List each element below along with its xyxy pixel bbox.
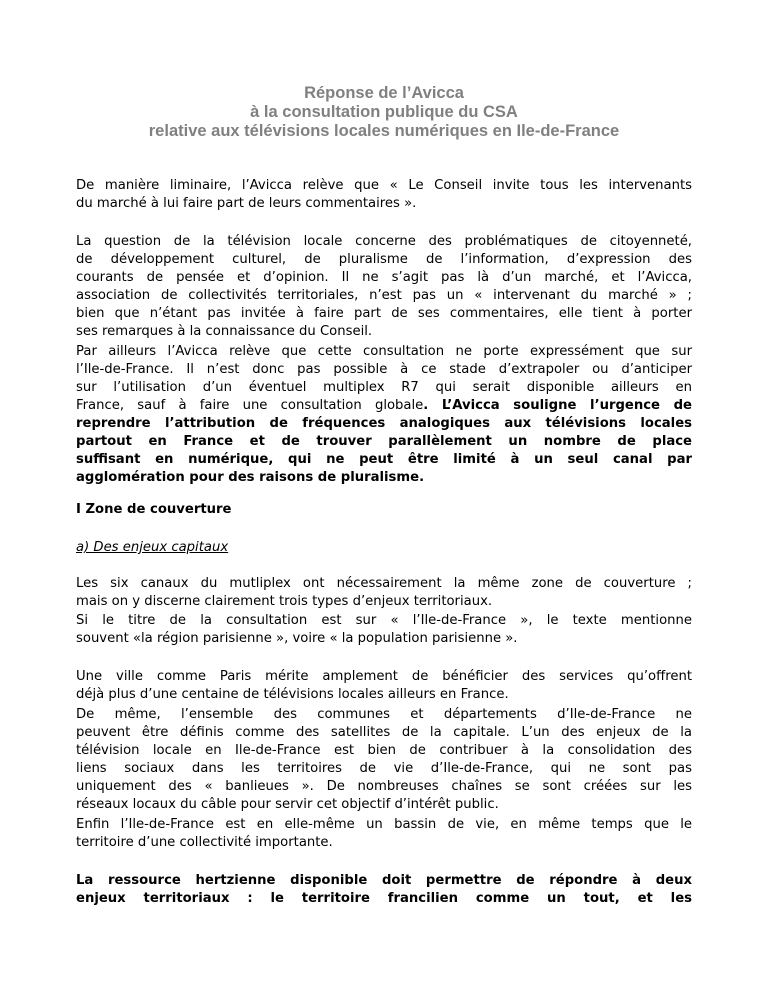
text-line: réseaux locaux du câble pour servir cet objectif d’intérêt public. <box>76 797 499 812</box>
text-line-bold: La ressource hertzienne disponible doit permettre de répondre à deux <box>76 873 692 888</box>
text-line: La question de la télévision locale concerne des problématiques de citoyenneté, <box>76 234 692 249</box>
text-line: déjà plus d’une centaine de télévisions locales ailleurs en France. <box>76 687 509 702</box>
document-page <box>76 0 692 994</box>
text-line: De même, l’ensemble des communes et départements d’Ile-de-France ne <box>76 707 692 722</box>
title-line-3: relative aux télévisions locales numériques en Ile-de-France <box>148 122 620 140</box>
section-heading: I Zone de couverture <box>76 502 232 517</box>
text-line: uniquement des « banlieues ». De nombreuses chaînes se sont créées sur les <box>76 779 692 794</box>
text-line: souvent «la région parisienne », voire « la population parisienne ». <box>76 631 518 646</box>
paragraph-intro <box>76 177 692 213</box>
text-line: De manière liminaire, l’Avicca relève que « Le Conseil invite tous les intervenants <box>76 178 692 193</box>
subsection-heading: a) Des enjeux capitaux <box>76 540 229 555</box>
paragraph-title-scope <box>76 612 692 648</box>
text-line: Si le titre de la consultation est sur « l’Ile-de-France », le texte mentionne <box>76 613 692 628</box>
text-line: Par ailleurs l’Avicca relève que cette consultation ne porte expressément que sur <box>76 344 692 359</box>
text-line: courants de pensée et d’opinion. Il ne s’agit pas là d’un marché, et l’Avicca, <box>76 270 692 285</box>
text-line-bold: enjeux territoriaux : le territoire francilien comme un tout, et les <box>76 891 692 906</box>
text-line: territoire d’une collectivité importante. <box>76 835 333 850</box>
text-line: bien que n’étant pas invitée à faire part de ses commentaires, elle tient à porter <box>76 306 692 321</box>
text-line-bold: partout en France et de trouver parallèlement un nombre de place <box>76 434 692 449</box>
paragraph-channels <box>76 575 692 611</box>
text-line: télévision locale en Ile-de-France est bien de contribuer à la consolidation des <box>76 743 692 758</box>
text-line-bold: agglomération pour des raisons de pluralisme. <box>76 470 425 485</box>
text-line-bold: suffisant en numérique, qui ne peut être limité à un seul canal par <box>76 452 692 467</box>
title-line-2: à la consultation publique du CSA <box>250 103 518 121</box>
paragraph-paris <box>76 668 692 704</box>
text-line: du marché à lui faire part de leurs commentaires ». <box>76 196 417 211</box>
text-line: Une ville comme Paris mérite amplement de bénéficier des services qu’offrent <box>76 669 692 684</box>
text-line: liens sociaux dans les territoires de vie d’Ile-de-France, qui ne sont pas <box>76 761 692 776</box>
text-line: de développement culturel, de pluralisme de l’information, d’expression des <box>76 252 692 267</box>
text-line-mixed <box>76 397 692 415</box>
text-line: l’Ile-de-France. Il n’est donc pas possible à ce stade d’extrapoler ou d’anticiper <box>76 362 692 377</box>
text-line: peuvent être définis comme des satellites de la capitale. L’un des enjeux de la <box>76 725 692 740</box>
title-line-1: Réponse de l’Avicca <box>304 84 464 102</box>
text-line: association de collectivités territoriales, n’est pas un « intervenant du marché » ; <box>76 288 692 303</box>
text-run-bold: . L’Avicca souligne l’urgence de <box>423 398 693 413</box>
paragraph-scope <box>76 343 692 487</box>
text-run: France, sauf à faire une consultation globale <box>76 398 424 413</box>
document-title <box>76 84 692 141</box>
text-line: Les six canaux du mutliplex ont nécessairement la même zone de couverture ; <box>76 576 692 591</box>
paragraph-communes <box>76 706 692 814</box>
text-line-bold: reprendre l’attribution de fréquences analogiques aux télévisions locales <box>76 416 692 431</box>
text-line: Enfin l’Ile-de-France est en elle-même un bassin de vie, en même temps que le <box>76 817 692 832</box>
paragraph-citizenship <box>76 233 692 341</box>
paragraph-conclusion-bold <box>76 872 692 908</box>
text-line: sur l’utilisation d’un éventuel multiplex R7 qui serait disponible ailleurs en <box>76 380 692 395</box>
paragraph-basin <box>76 816 692 852</box>
text-line: ses remarques à la connaissance du Conseil. <box>76 324 373 339</box>
text-line: mais on y discerne clairement trois types d’enjeux territoriaux. <box>76 594 493 609</box>
